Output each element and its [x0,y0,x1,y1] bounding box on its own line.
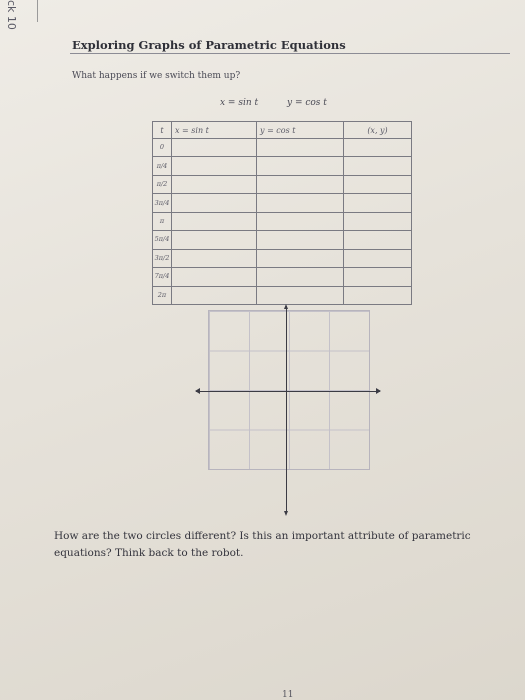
margin-line [37,0,38,22]
t-value: 3π/2 [153,249,172,267]
coordinate-plane [196,306,380,514]
xy-cell[interactable] [344,212,412,230]
y-axis-down-arrow-icon [284,511,288,516]
xy-cell[interactable] [344,249,412,267]
table-row [153,231,412,249]
y-cell[interactable] [257,231,344,249]
xy-cell[interactable] [344,175,412,193]
t-value: 0 [153,139,172,157]
x-cell[interactable] [172,212,257,230]
graph-grid [208,310,370,470]
table-row [153,212,412,230]
y-cell[interactable] [257,157,344,175]
x-cell[interactable] [172,157,257,175]
xy-cell[interactable] [344,286,412,305]
table-row [153,249,412,267]
table-row [153,286,412,305]
header-y: y = cos t [257,122,344,139]
header-xy: (x, y) [344,122,412,139]
y-cell[interactable] [257,194,344,212]
xy-cell[interactable] [344,231,412,249]
table-row [153,157,412,175]
equation-y: y = cos t [287,98,327,108]
equation-x: x = sin t [220,98,259,108]
t-value: 3π/4 [153,194,172,212]
y-cell[interactable] [257,249,344,267]
header-t: t [153,122,172,139]
x-cell[interactable] [172,286,257,305]
table-header-row [153,122,412,139]
y-cell[interactable] [257,268,344,286]
t-value: π/2 [153,175,172,193]
x-cell[interactable] [172,249,257,267]
xy-cell[interactable] [344,268,412,286]
header-x: x = sin t [172,122,257,139]
table-row [153,194,412,212]
x-axis-left-arrow-icon [195,388,200,394]
xy-cell[interactable] [344,157,412,175]
x-axis [196,391,380,392]
t-value: 2π [153,286,172,305]
y-axis-up-arrow-icon [284,304,288,309]
t-value: π [153,212,172,230]
t-value: π/4 [153,157,172,175]
prompt-question: What happens if we switch them up? [72,71,241,81]
y-cell[interactable] [257,286,344,305]
values-table [152,121,412,305]
corner-handwriting: ck 10 [5,0,18,30]
table-row [153,175,412,193]
page-number: 11 [282,690,294,700]
title-divider [70,53,510,54]
xy-cell[interactable] [344,194,412,212]
y-cell[interactable] [257,212,344,230]
x-axis-right-arrow-icon [376,388,381,394]
y-cell[interactable] [257,139,344,157]
page-title: Exploring Graphs of Parametric Equations [72,38,346,52]
table-row [153,268,412,286]
x-cell[interactable] [172,268,257,286]
t-value: 7π/4 [153,268,172,286]
x-cell[interactable] [172,175,257,193]
x-cell[interactable] [172,139,257,157]
y-cell[interactable] [257,175,344,193]
y-axis [286,306,287,512]
reflection-question: How are the two circles different? Is this an important attribute of parametric equations? Think back to the robot. [54,530,471,559]
table-row [153,139,412,157]
x-cell[interactable] [172,231,257,249]
x-cell[interactable] [172,194,257,212]
xy-cell[interactable] [344,139,412,157]
t-value: 5π/4 [153,231,172,249]
